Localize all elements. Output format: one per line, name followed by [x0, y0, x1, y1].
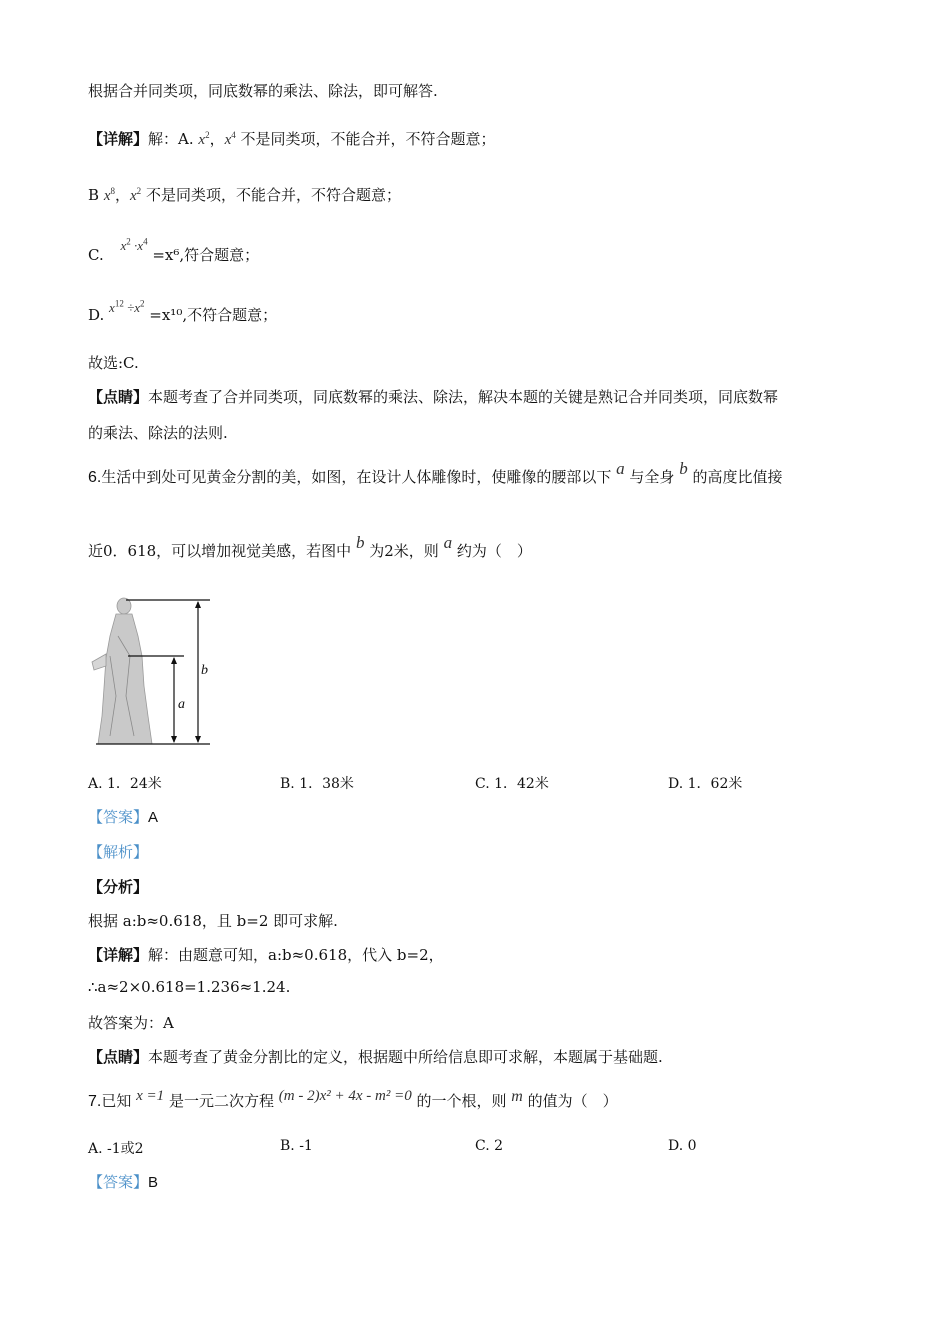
analysis-text: 根据合并同类项，同底数幂的乘法、除法，即可解答. [88, 82, 438, 100]
analysis-step-1: 根据 a:b≈0.618，且 b=2 即可求解. [88, 912, 338, 930]
q7-option-b[interactable]: B. -1 [280, 1138, 313, 1154]
math-expr: $x^{12} \div x^2$ [109, 298, 145, 315]
q7-option-c[interactable]: C. 2 [475, 1138, 504, 1154]
choose-text: 故选:C. [88, 354, 139, 372]
statue-image [92, 598, 152, 744]
option-b[interactable]: B. 1．38米 [280, 776, 354, 792]
answer-line [88, 806, 158, 827]
option-c[interactable]: C. 1．42米 [475, 776, 549, 792]
math-expr: x =1 [136, 1088, 165, 1104]
math-expr: $x^2$ [130, 186, 142, 204]
detail-line-a: 【详解】解：A. $x^2$，$x^4$ 不是同类项，不能合并，不符合题意； [88, 130, 496, 148]
comment-line-q6: 【点睛】本题考查了黄金分割比的定义，根据题中所给信息即可求解，本题属于基础题. [88, 1048, 663, 1066]
question-7-line: 7.已知 x =1 是一元二次方程 (m - 2)x² + 4x - m² =0 的一个根，则 m 的值为（ ） [88, 1088, 618, 1110]
answer-label: 【答案】 [88, 1173, 149, 1191]
question-6-line-1: 6.生活中到处可见黄金分割的美，如图，在设计人体雕像时，使雕像的腰部以下 a 与全身 b 的高度比值接 [88, 459, 783, 486]
detail-text: 解：A. [148, 130, 194, 148]
statue-figure [88, 596, 212, 748]
fenxi-label: 【分析】 [88, 878, 149, 896]
option-a[interactable]: A. 1．24米 [88, 776, 162, 792]
math-expr: $x^8$ [103, 186, 115, 204]
q7-option-a[interactable]: A. -1或2 [88, 1141, 144, 1157]
option-c-line: C. $x^2 \cdot x^4 =x^6$,符合题意； [88, 236, 260, 264]
answer-value: A [148, 809, 159, 826]
comment-line: 【点睛】本题考查了合并同类项，同底数幂的乘法、除法，解决本题的关键是熟记合并同类项，同底数幂 [88, 388, 779, 406]
answer-value: B [148, 1174, 159, 1191]
analysis-step-3: ∴a≈2×0.618=1.236≈1.24. [88, 978, 291, 996]
analysis-step-2: 【详解】解：由题意可知，a:b≈0.618，代入 b=2， [88, 946, 444, 964]
option-b-line: B $x^8$，$x^2$ 不是同类项，不能合并，不符合题意； [88, 186, 401, 204]
figure-label-b: b [201, 663, 208, 678]
q7-answer-line [88, 1171, 158, 1192]
answer-label: 【答案】 [88, 808, 149, 826]
question-number: 7. [88, 1093, 102, 1110]
analysis-step-4: 故答案为：A [88, 1014, 174, 1032]
option-d[interactable]: D. 1．62米 [668, 776, 743, 792]
question-6-line-2: 近0．618，可以增加视觉美感，若图中 b 为2米，则 a 约为（ ） [88, 533, 532, 560]
question-number: 6. [88, 469, 102, 486]
math-expr: $x^4$ [224, 130, 236, 148]
math-expr: $x^2$ [198, 130, 210, 148]
math-expr: (m - 2)x² + 4x - m² =0 [278, 1088, 412, 1104]
option-d-line: D. $x^{12} \div x^2 =x^{10}$,不符合题意； [88, 298, 278, 324]
q7-option-d[interactable]: D. 0 [668, 1138, 697, 1154]
figure-label-a: a [178, 697, 185, 712]
detail-label: 【详解】 [88, 130, 149, 148]
comment-line-2: 的乘法、除法的法则. [88, 424, 228, 442]
analysis-label: 【解析】 [88, 843, 149, 861]
detail-tail: 不是同类项，不能合并，不符合题意； [240, 130, 496, 148]
math-expr: $x^2 \cdot x^4$ [120, 236, 148, 253]
